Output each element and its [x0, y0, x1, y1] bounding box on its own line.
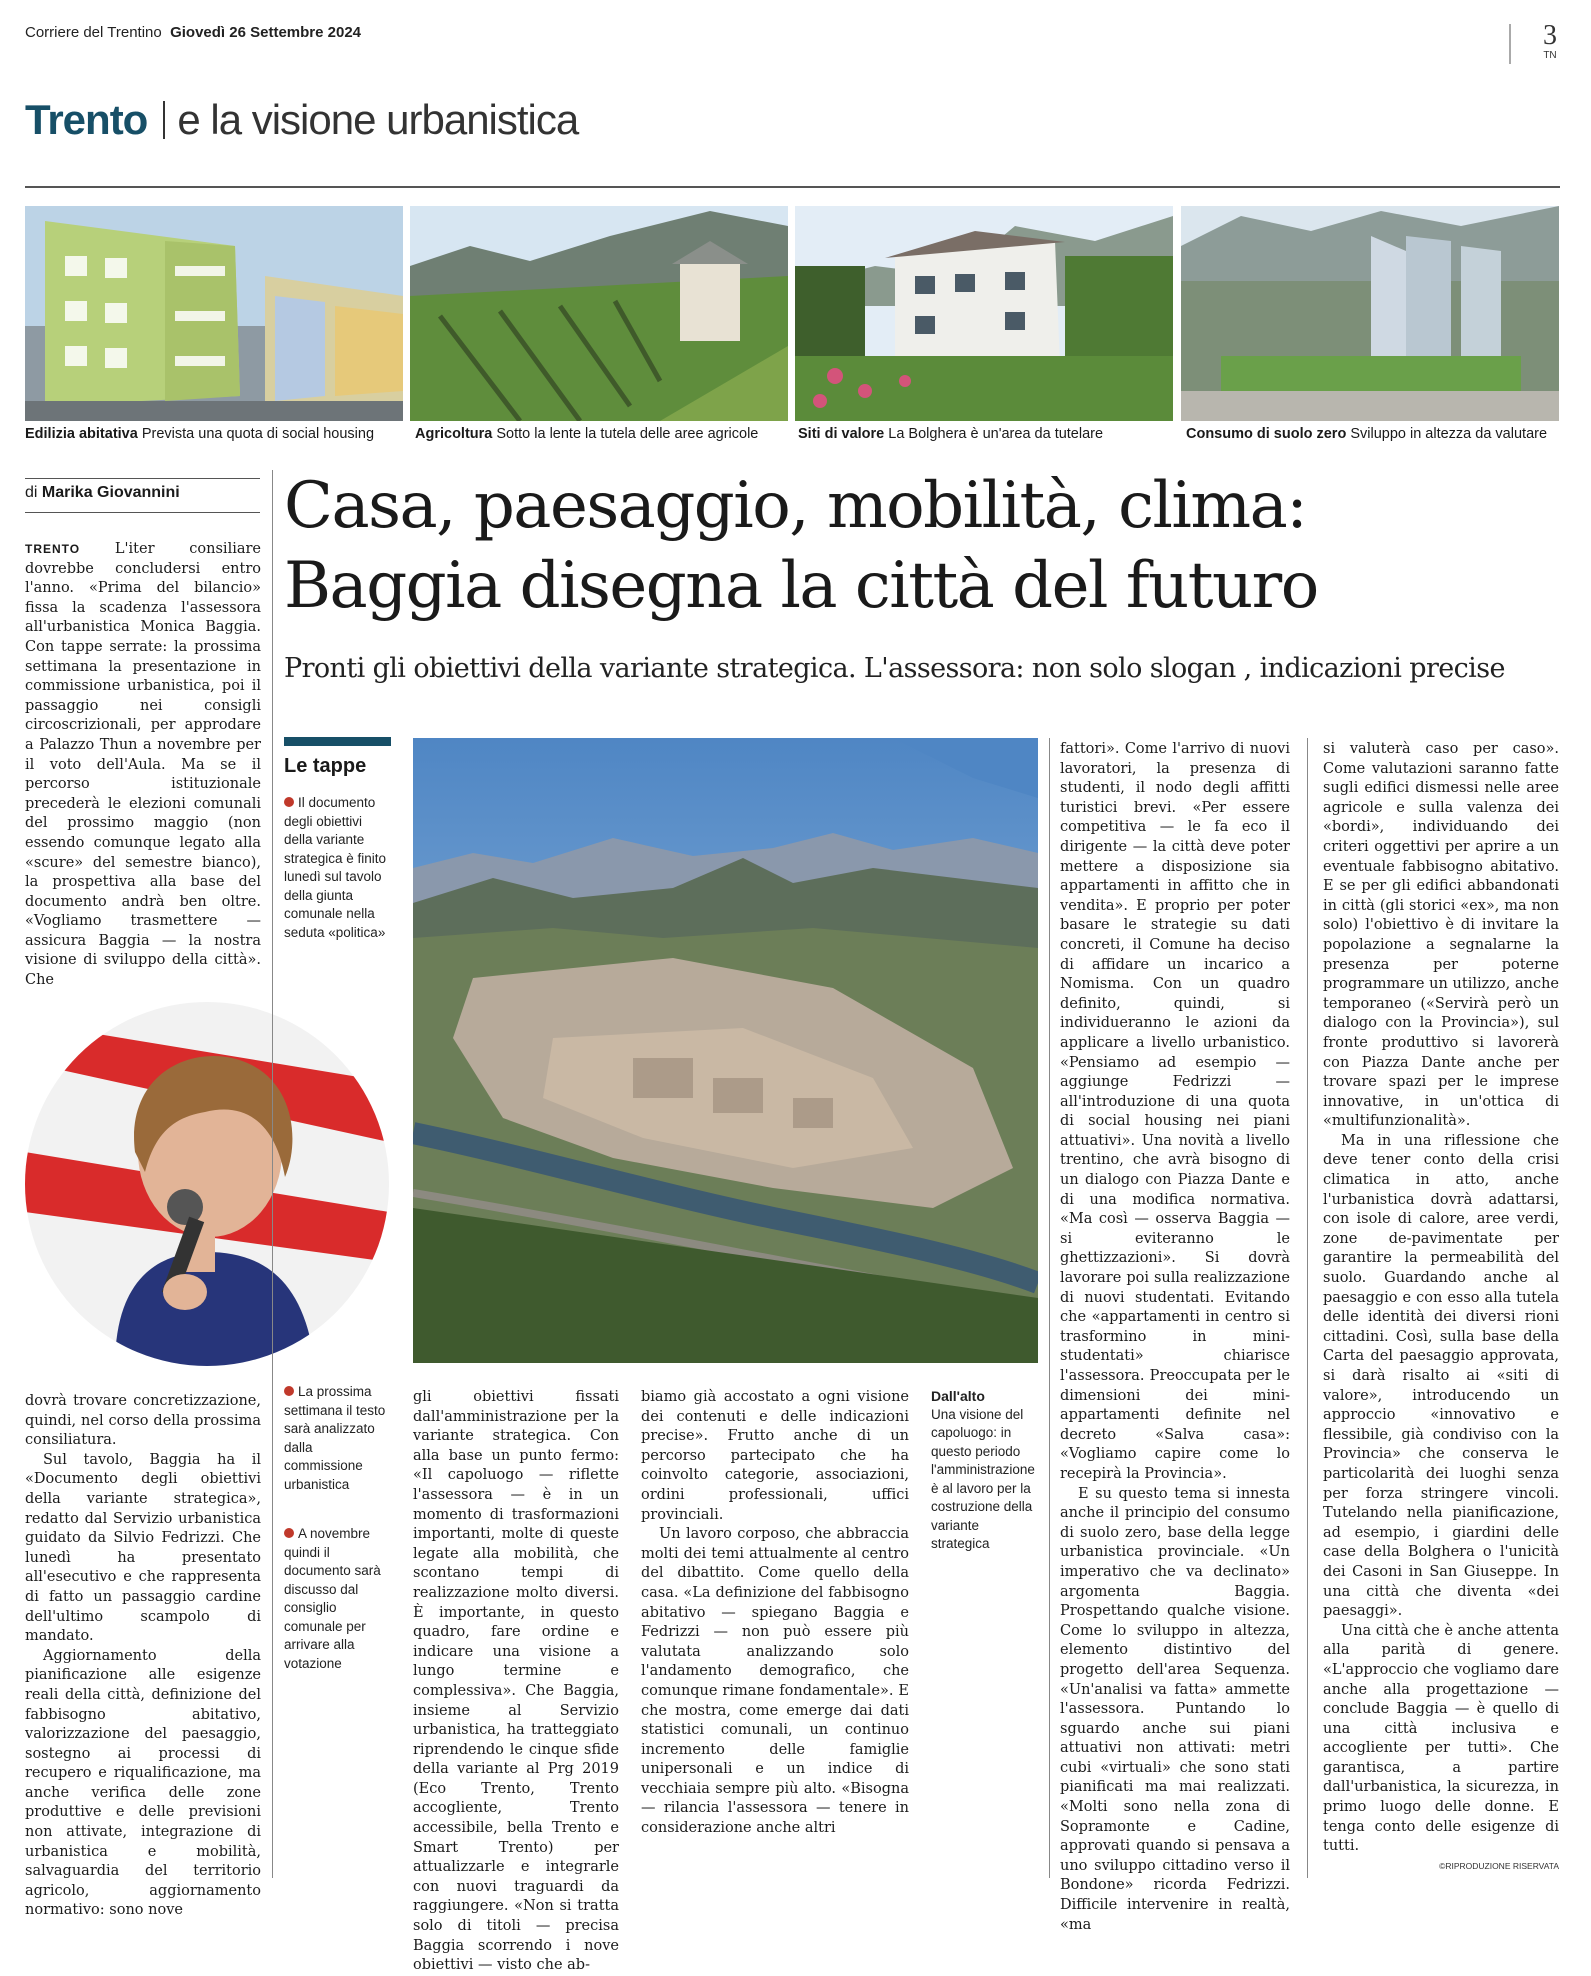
section-subtitle: e la visione urbanistica — [177, 96, 579, 143]
caption-label: Siti di valore — [798, 426, 885, 442]
article-paragraph: dovrà trovare concretizzazione, quindi, nel corso della prossima consiliatura. — [25, 1393, 261, 1449]
photo-edilizia — [25, 206, 403, 421]
section-header — [25, 96, 578, 144]
page-number-value: 3 — [1543, 20, 1557, 51]
bullet-icon — [284, 1386, 294, 1396]
sidebar-item-text: A novembre quindi il documento sarà discusso dal consiglio comunale per arrivare alla votazione — [284, 1526, 381, 1671]
section-name: Trento — [25, 96, 148, 143]
photo-caption-3 — [798, 426, 1188, 442]
newspaper-name: Corriere del Trentino — [25, 24, 162, 41]
caption-text: Sviluppo in altezza da valutare — [1350, 426, 1548, 442]
article-paragraph: biamo già accostato a ogni visione dei contenuti e delle indicazioni precise». Frutto anche di un percorso partecipato che ha coinvolto categorie, associazioni, ordini professionali, uffici provinciali. — [641, 1389, 909, 1523]
byline-prefix: di — [25, 484, 38, 501]
section-rule — [25, 186, 1560, 188]
caption-text: Prevista una quota di social housing — [141, 426, 375, 442]
sidebar-item — [284, 794, 391, 942]
page-number-divider — [1509, 24, 1511, 64]
photo-consumo-suolo — [1181, 206, 1559, 421]
portrait-monica-baggia — [25, 1002, 389, 1366]
caption-text: La Bolghera è un'area da tutelare — [888, 426, 1104, 442]
caption-label: Consumo di suolo zero — [1186, 426, 1347, 442]
sidebar-item-text: La prossima settimana il testo sarà analizzato dalla commissione urbanistica — [284, 1384, 386, 1492]
sidebar-item — [284, 1525, 391, 1673]
article-column-3 — [641, 1388, 909, 1839]
column-rule — [1307, 738, 1308, 1878]
article-paragraph: Un lavoro corposo, che abbraccia molti dei temi attualmente al centro del dibattito. Come quello della casa. «La definizione del fabbisogno abitativo — spiegano Baggia e Fedrizzi — non può essere più valutata analizzando solo l'andamento demografico, che comunque rimane fondamentale». E che mostra, come emerge dai dati statistici comunali, un continuo incremento delle famiglie unipersonali e un indice di vecchiaia sempre più alto. «Bisogna — rilancia l'assessora — tenere in considerazione anche altri — [641, 1526, 909, 1837]
article-column-4 — [1060, 740, 1290, 1935]
byline-author: Marika Giovannini — [41, 484, 180, 501]
main-photo-caption-title: Dall'alto — [931, 1388, 985, 1404]
article-paragraph: Una città che è anche attenta alla parità di genere. «L'approccio che vogliamo dare anche alla progettazione — conclude Baggia — è quello di una città inclusiva e accogliente per tutti». Che garantisca, a partire dall'urbanistica, la sicurezza, in primo luogo delle donne. E tenga conto delle esigenze di tutti. — [1323, 1622, 1559, 1855]
byline-rule-top — [25, 478, 260, 479]
caption-label: Agricoltura — [415, 426, 493, 442]
photo-siti-di-valore — [795, 206, 1173, 421]
column-rule — [272, 470, 273, 1878]
article-paragraph: fattori». Come l'arrivo di nuovi lavoratori, la presenza di studenti, il nodo degli affitti turistici brevi. «Per essere competitiva — le fa eco il dirigente — la città deve poter mettere a disposizione sia appartamenti in affitto che in vendita». E proprio per poter basare le strategie su dati concreti, il Comune ha deciso di affidare un incarico a Nomisma. Con un quadro definito, quindi, si individueranno le azioni da applicare a livello urbanistico. «Pensiamo ad esempio — aggiunge Fedrizzi — all'introduzione di una quota di social housing nei piani attuativi». Una novità a livello trentino, che avrà bisogno di un dialogo con Piazza Dante e di una modifica normativa. «Ma così — osserva Baggia — si eviteranno le ghettizzazioni». Si dovrà lavorare poi sulla realizzazione di nuovi studentati. Evitando che «appartamenti in centro si trasformino in mini-studentati» chiarisce l'assessora. Preoccupata per le dimensioni dei mini-appartamenti definite nel decreto «Salva casa»: «Vogliamo capire come lo recepirà la Provincia». — [1060, 741, 1290, 1482]
article-paragraph: Sul tavolo, Baggia ha il «Documento degli obiettivi della variante strategica», redatto dal Servizio urbanistica guidato da Silvio Fedrizzi. Che lunedì ha presentato all'esecutivo e che rappresenta di fatto un passaggio cardine dell'ultimo scampolo di mandato. — [25, 1451, 261, 1645]
photo-agricoltura — [410, 206, 788, 421]
article-paragraph: Aggiornamento della pianificazione alle esigenze reali della città, definizione del fabbisogno abitativo, valorizzazione del paesaggio, sostegno ai processi di recupero e riqualificazione, ma anche verifica delle zone produttive e delle previsioni non attivate, integrazione di urbanistica e mobilità, salvaguardia del territorio agricolo, aggiornamento normativo: sono nove — [25, 1647, 261, 1919]
sidebar-accent-bar — [284, 737, 391, 746]
edition-code: TN — [1543, 50, 1557, 61]
page-number — [1543, 22, 1557, 62]
byline — [25, 484, 180, 502]
bullet-icon — [284, 797, 294, 807]
masthead-line — [25, 24, 361, 41]
subheadline: Pronti gli obiettivi della variante strategica. L'assessora: non solo slogan , indicazioni precise — [284, 653, 1505, 684]
sidebar-item-text: Il documento degli obiettivi della variante strategica è finito lunedì sul tavolo della giunta comunale nella seduta «politica» — [284, 795, 387, 940]
caption-label: Edilizia abitativa — [25, 426, 138, 442]
dateline: TRENTO — [25, 542, 81, 556]
headline-line-2: Baggia disegna la città del futuro — [284, 549, 1318, 623]
column-rule — [1049, 738, 1050, 1878]
article-column-1-top — [25, 540, 261, 991]
article-paragraph: si valuterà caso per caso». Come valutazioni saranno fatte sugli edifici dismessi nelle aree agricole e sulla valenza dei «bordi», individuando dei criteri oggettivi per aprire a un eventuale fabbisogno abitativo. E se per gli edifici abbandonati in città (gli storici «ex», ma non solo) l'obiettivo è di invitare la popolazione a segnalarne la presenza per poterne programmare un utilizzo, anche temporaneo («Servirà però un dialogo con la Provincia»), sul fronte produttivo si lavorerà con Piazza Dante anche per trovare spazi per le imprese innovative, in un'ottica di «multifunzionalità». — [1323, 741, 1559, 1130]
main-photo-caption-text: Una visione del capoluogo: in questo periodo l'amministrazione è al lavoro per la costruzione della variante strategica — [931, 1406, 1035, 1551]
sidebar-title: Le tappe — [284, 755, 367, 777]
photo-caption-2 — [415, 426, 805, 442]
headline-line-1: Casa, paesaggio, mobilità, clima: — [284, 469, 1307, 543]
photo-caption-1 — [25, 426, 415, 442]
article-paragraph: Ma in una riflessione che deve tener conto della crisi climatica in atto, anche l'urbanistica dovrà adattarsi, con isole di calore, aree verdi, zone de-pavimentate per garantire la permeabilità del suolo. Guardando anche al paesaggio e con esso alla tutela delle identità dei diversi rioni cittadini. Così, sulla base della Carta del paesaggio approvata, si darà risalto ai «siti di valore», introducendo un approccio «innovativo e flessibile, già condiviso con la Provincia» che conserva le particolarità dei luoghi senza per forza stringere vincoli. Tutelando nella pianificazione, ad esempio, i giardini delle case della Bolghera o l'unicità dei Casoni in San Giuseppe. In una città che diventa «dei paesaggi». — [1323, 1132, 1559, 1620]
article-column-5 — [1323, 740, 1559, 1857]
article-paragraph: L'iter consiliare dovrebbe concludersi entro l'anno. «Prima del bilancio» fissa la scadenza l'assessora all'urbanistica Monica Baggia. Con tappe serrate: la prossima settimana la presentazione in commissione urbanistica, poi il passaggio nei consigli circoscrizionali, per approdare a Palazzo Thun a novembre per il voto dell'Aula. Ma se il percorso istituzionale precederà le elezioni comunali del prossimo maggio (non essendo comunque legato alla «scure» del semestre bianco), la prospettiva alla base del documento andrà ben oltre. «Vogliamo trasmettere — assicura Baggia — la nostra visione di sviluppo della città». Che — [25, 541, 262, 989]
caption-text: Sotto la lente la tutela delle aree agricole — [496, 426, 759, 442]
article-paragraph: E su questo tema si innesta anche il principio del consumo di suolo zero, base della legge urbanistica provinciale. «Un imperativo che va declinato» argomenta Baggia. Prospettando qualche visione. Come lo sviluppo in altezza, elemento distintivo del progetto dell'area Sequenza. «Un'analisi va fatta» ammette l'assessora. Puntando lo sguardo anche sui piani attuativi non attivati: metri cubi «virtuali» che sono stati pianificati ma mai realizzati. «Molti sono nella zona di Sopramonte e Cadine, approvati quando si pensava a uno sviluppo cittadino verso il Bondone» ricorda Fedrizzi. Difficile intervenire in realtà, «ma — [1060, 1485, 1290, 1933]
section-divider — [163, 101, 165, 139]
article-paragraph: gli obiettivi fissati dall'amministrazione per la variante strategica. Con alla base un punto fermo: «Il capoluogo — riflette l'assessora — è in un momento di trasformazioni importanti, molte di queste legate alla mobilità, che scontano tempi di realizzazione molto diversi. È importante, in questo quadro, fare ordine e indicare una visione a lungo termine e complessiva». Che Baggia, insieme al Servizio urbanistica, ha tratteggiato riprendendo le cinque sfide della variante al Prg 2019 (Eco Trento, Trento accogliente, Trento accessibile, bella Trento e Smart Trento) per attualizzarle e integrarle con nuovi traguardi da raggiungere. «Non si tratta solo di titoli — precisa Baggia scorrendo i nove obiettivi — visto che ab- — [413, 1389, 619, 1974]
headline — [284, 466, 1560, 626]
article-column-1-bottom — [25, 1392, 261, 1921]
bullet-icon — [284, 1528, 294, 1538]
sidebar-item — [284, 1383, 391, 1494]
byline-rule-bottom — [25, 512, 260, 513]
main-photo-caption — [931, 1387, 1041, 1554]
photo-caption-4 — [1186, 426, 1576, 442]
copyright-notice: ©RIPRODUZIONE RISERVATA — [1439, 1861, 1559, 1871]
main-photo-aerial-trento — [413, 738, 1038, 1363]
issue-date: Giovedì 26 Settembre 2024 — [170, 24, 362, 41]
